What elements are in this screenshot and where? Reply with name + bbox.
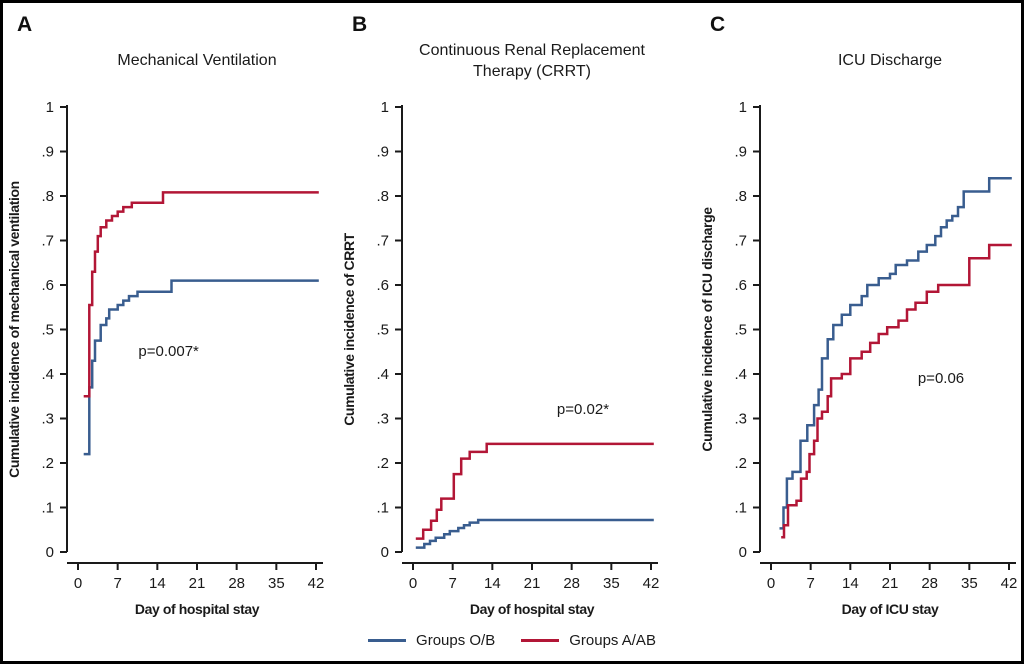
y-tick-label: 0 [380,544,389,561]
x-tick-label: 0 [73,575,83,592]
panel-b-letter: B [352,13,368,36]
y-tick-label: .6 [734,277,747,294]
x-axis-title: Day of hospital stay [469,601,595,617]
x-tick-label: 42 [307,575,325,592]
y-tick-label: .2 [41,455,54,472]
x-tick-label: 35 [602,575,620,592]
y-tick-label: .1 [41,499,54,517]
x-tick-label: 35 [960,575,978,592]
y-tick-label: .1 [376,499,389,517]
y-tick-label: 0 [738,544,747,561]
legend-line-swatch-red [521,639,559,642]
series-line-groups-o-b [416,520,654,548]
p-value-annotation: p=0.007* [138,343,199,361]
y-tick-label: .2 [734,455,747,472]
series-line-groups-o-b [84,281,319,455]
series-line-groups-a-ab [84,192,319,396]
p-value-annotation: p=0.06 [917,369,965,387]
y-tick-label: .9 [734,143,747,161]
y-tick-label: .5 [376,321,389,339]
y-tick-label: .9 [376,143,389,161]
y-tick-label: .9 [41,143,54,161]
panel-c-title: ICU Discharge [837,52,943,70]
x-tick-label: 14 [148,575,166,592]
y-tick-label: .3 [41,410,54,428]
x-tick-label: 21 [523,575,541,592]
y-tick-label: 0 [45,544,54,561]
y-tick-label: .6 [376,277,389,294]
series-line-groups-a-ab [416,444,654,539]
legend-label: Groups A/AB [569,632,656,649]
y-axis-title: Cumulative incidence of ICU discharge [699,207,715,452]
series-line-groups-a-ab [781,245,1012,537]
y-tick-label: .2 [376,455,389,472]
legend [3,632,1021,649]
panel-c [696,3,1021,635]
x-tick-label: 7 [113,575,122,592]
y-tick-label: 1 [738,99,747,116]
x-tick-label: 0 [408,575,418,592]
x-tick-label: 0 [766,575,776,592]
x-tick-label: 28 [228,575,246,592]
x-tick-label: 14 [483,575,501,592]
y-tick-label: .7 [376,232,389,250]
y-tick-label: .6 [41,277,54,294]
y-tick-label: .8 [41,188,54,205]
x-tick-label: 35 [267,575,285,592]
y-tick-label: 1 [45,99,54,116]
y-tick-label: .8 [376,188,389,205]
x-axis-title: Day of ICU stay [841,601,939,617]
y-axis-title: Cumulative incidence of CRRT [341,233,357,426]
x-axis-title: Day of hospital stay [134,601,260,617]
y-tick-label: .8 [734,188,747,205]
y-tick-label: .4 [734,366,747,383]
y-tick-label: 1 [380,99,389,116]
panel-c-chart [696,87,1021,635]
panel-b-title: Continuous Renal Replacement Therapy (CRRT) [419,41,645,80]
legend-line-swatch-blue [368,639,406,642]
y-tick-label: .5 [734,321,747,339]
y-tick-label: .1 [734,499,747,517]
panel-b-chart [338,87,696,635]
y-axis-title: Cumulative incidence of mechanical ventilation [6,181,22,478]
panel-b [338,3,696,635]
x-tick-label: 21 [881,575,899,592]
y-tick-label: .5 [41,321,54,339]
y-tick-label: .7 [41,232,54,250]
p-value-annotation: p=0.02* [556,401,610,419]
x-tick-label: 21 [188,575,206,592]
panel-a-title: Mechanical Ventilation [117,52,277,70]
y-tick-label: .3 [376,410,389,428]
panels-row [3,3,1021,635]
x-tick-label: 42 [1000,575,1018,592]
panel-c-letter: C [710,13,726,36]
panel-a-letter: A [17,13,33,36]
x-tick-label: 28 [563,575,581,592]
x-tick-label: 7 [806,575,815,592]
series-line-groups-o-b [780,178,1012,528]
y-tick-label: .3 [734,410,747,428]
y-tick-label: .4 [41,366,54,383]
legend-item-groups-aab [521,632,656,649]
y-tick-label: .7 [734,232,747,250]
x-tick-label: 42 [642,575,660,592]
x-tick-label: 14 [841,575,859,592]
x-tick-label: 28 [921,575,939,592]
y-tick-label: .4 [376,366,389,383]
panel-a [3,3,338,635]
panel-a-chart [3,87,338,635]
legend-label: Groups O/B [416,632,496,649]
legend-item-groups-ob [368,632,495,649]
x-tick-label: 7 [448,575,457,592]
